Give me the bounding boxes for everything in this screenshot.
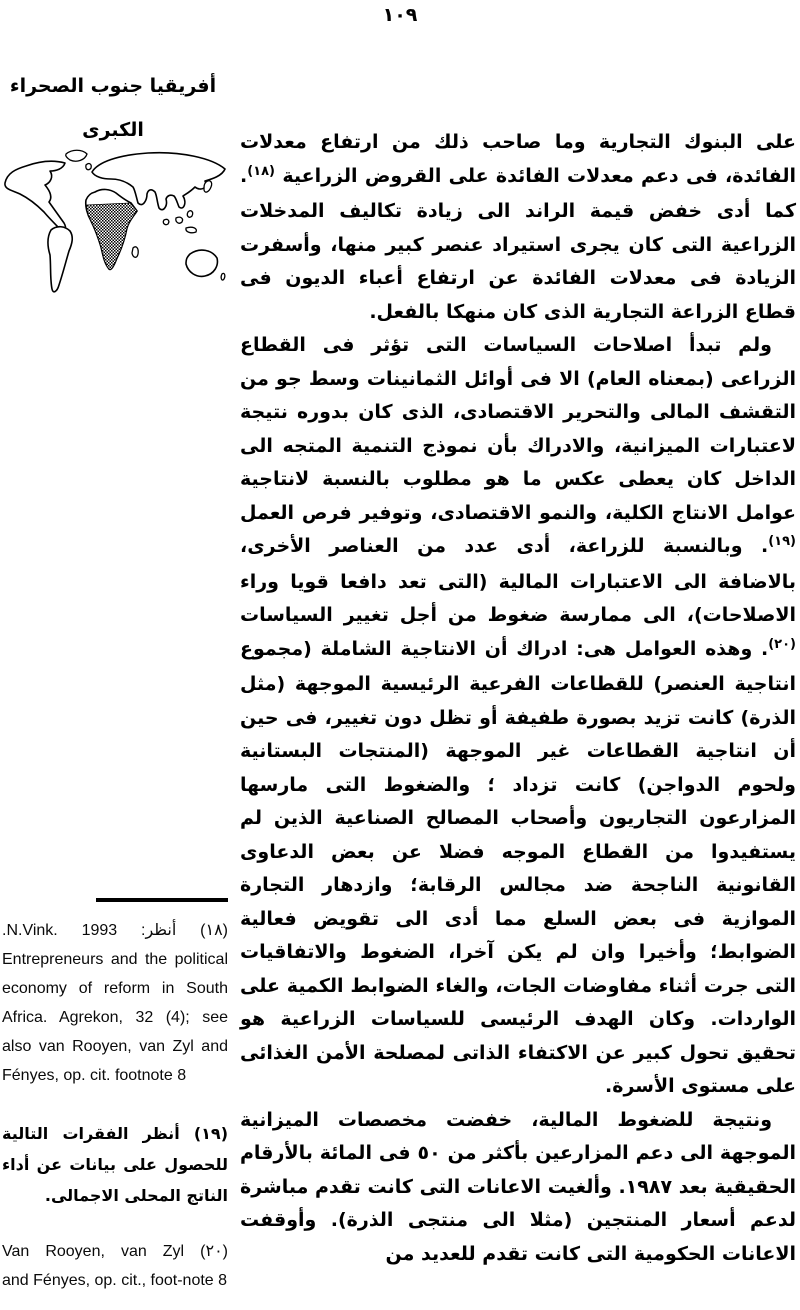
footnote-20-body: and Fényes, op. cit., foot-note 8 [2, 1272, 228, 1289]
footnote-marker: (١٨) [247, 163, 275, 179]
region-heading-line2: الكبرى [82, 119, 144, 141]
footnote-18 [2, 916, 228, 1090]
footnote-20 [2, 1237, 228, 1295]
footnote-18-lead: (١٨) أنظر: N.Vink. 1993. [2, 922, 228, 939]
paragraph: ولم تبدأ اصلاحات السياسات التى تؤثر فى القطاع الزراعى (بمعناه العام) الا فى أوائل الثمانينات وسط جو من التقشف المالى والتحرير الاقتصادى، الذى كان بدوره نتيجة لاعتبارات الميزانية، والادراك بأن نموذج التنمية المتجه الى الداخل كان يعطى عكس ما هو مطلوب بالنسبة لانتاجية عوامل الانتاج الكلية، والنمو الاقتصادى، وتوفير فرص العمل $^{(١٩)}$. وبالنسبة للزراعة، أدى عدد من العناصر الأخرى، بالاضافة الى الاعتبارات المالية (التى تعد دافعا قويا وراء الاصلاحات)، الى ممارسة ضغوط من أجل تغيير السياسات $^{(٢٠)}$. وهذه العوامل هى: ادراك أن الانتاجية الشاملة (مجموع انتاجية العنصر) للقطاعات الفرعية الرئيسية الموجهة (مثل الذرة) كانت تزيد بصورة طفيفة أو تظل دون تغيير، فى حين أن انتاجية القطاعات غير الموجهة (المنتجات البستانية ولحوم الدواجن) كانت تزداد ؛ والضغوط التى مارسها المزارعون التجاريون وأصحاب المصالح الصناعية الذين لم يستفيدوا من القطاع الموجه فضلا عن بعض الدعاوى القانونية الناجحة ضد مجالس الرقابة؛ وازدهار التجارة الموازية فى بعض السلع مما أدى الى تقويض فعالية الضوابط؛ وأخيرا وان لم يكن آخرا، الضغوط والاتفاقيات التى جرت أثناء مفاوضات الجات، والغاء الضوابط الكمية على الواردات. وكان الهدف الرئيسى للسياسات الزراعية هو تحقيق تحول كبير عن الاكتفاء الذاتى لمصلحة الأمن الغذائى على مستوى الأسرة. [240, 334, 796, 1097]
world-map-figure [0, 142, 230, 302]
region-heading-line1: أفريقيا جنوب الصحراء [9, 75, 217, 97]
map-australia [186, 250, 217, 276]
footnote-separator-rule [96, 898, 228, 902]
paragraph: على البنوك التجارية وما صاحب ذلك من ارتفاع معدلات الفائدة، فى دعم معدلات الفائدة على القروض الزراعية $^{(١٨)}$. كما أدى خفض قيمة الراند الى زيادة تكاليف المدخلات الزراعية التى كان يجرى استيراد عنصر كبير منها، وأسفرت الزيادة فى معدلات الفائدة عن ارتفاع أعباء الديون فى قطاع الزراعة التجارية الذى كان منهكا بالفعل. [240, 131, 796, 323]
map-japan [204, 181, 212, 192]
map-south-america [48, 227, 72, 292]
map-north-america [5, 161, 66, 231]
map-subsaharan-africa-shaded [87, 203, 137, 269]
map-madagascar [132, 247, 138, 257]
map-british-isles [86, 164, 91, 170]
page-number: ١٠٩ [382, 4, 418, 26]
map-sumatra [163, 219, 168, 224]
region-heading [6, 64, 220, 152]
footnotes-section [2, 898, 228, 1295]
map-philippines [187, 211, 192, 217]
map-new-zealand [221, 273, 225, 280]
map-new-guinea [186, 227, 197, 233]
map-borneo [176, 217, 183, 223]
main-text [240, 126, 796, 1271]
world-map [0, 142, 230, 302]
footnote-marker: (٢٠) [768, 636, 796, 652]
footnote-18-body: Entrepreneurs and the political economy of reform in South Africa. Agrekon, 32 (4); see also van Rooyen, van Zyl and Fényes, op. cit. footnote 8 [2, 951, 228, 1084]
footnote-19: (١٩) أنظر الفقرات التالية للحصول على بيانات عن أداء الناتج المحلى الاجمالى. [2, 1124, 228, 1205]
map-greenland [66, 150, 87, 161]
footnote-20-lead: (٢٠) Van Rooyen, van Zyl [2, 1243, 228, 1260]
footnote-marker: (١٩) [768, 534, 796, 549]
paragraph: ونتيجة للضغوط المالية، خفضت مخصصات الميزانية الموجهة الى دعم المزارعين بأكثر من ٥٠ فى المائة بالأرقام الحقيقية بعد ١٩٨٧. وألغيت الاعانات التى كانت تقدم مباشرة لدعم أسعار المنتجين (مثلا الى منتجى الذرة). وأوقفت الاعانات الحكومية التى كانت تقدم للعديد من [240, 1108, 796, 1265]
